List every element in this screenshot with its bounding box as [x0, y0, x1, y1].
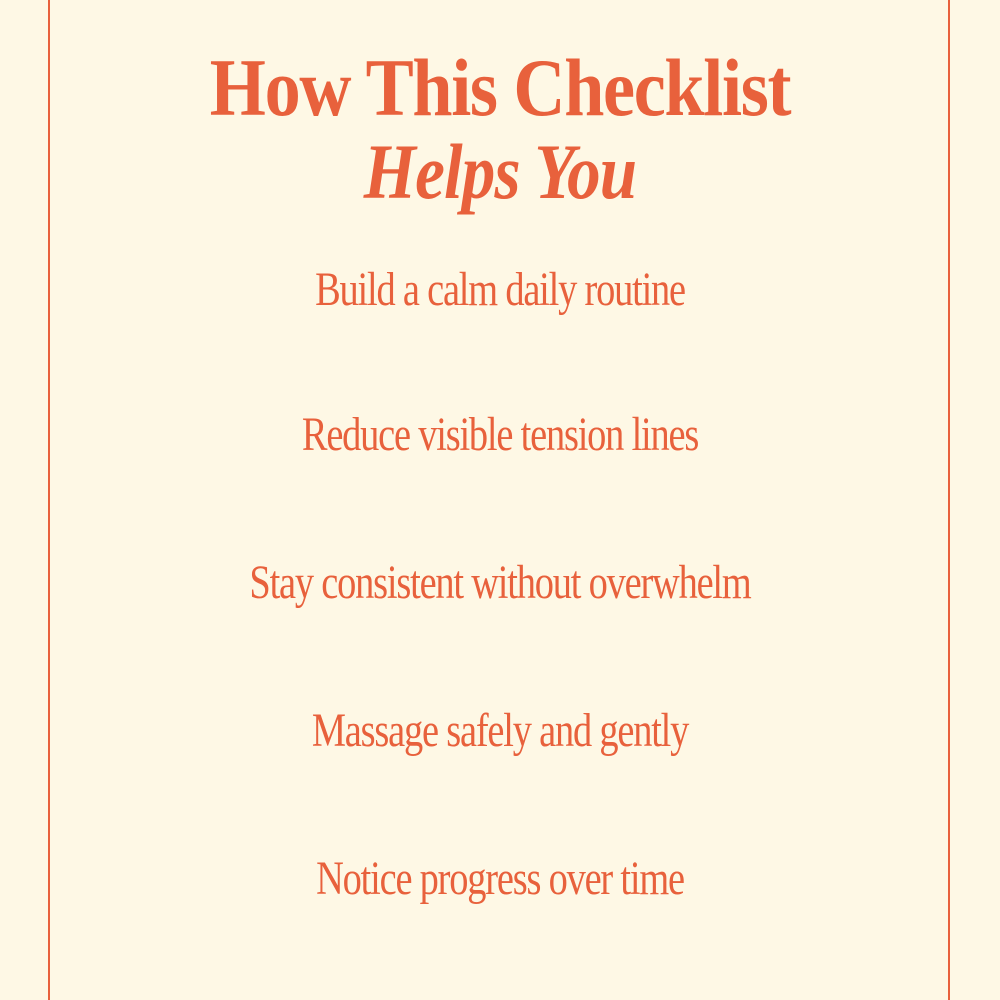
benefit-item: Reduce visible tension lines [301, 408, 699, 461]
left-border-line [48, 0, 50, 1000]
benefit-item: Stay consistent without overwhelm [249, 556, 751, 609]
page-title-italic: Helps You [363, 128, 637, 215]
benefit-item: Notice progress over time [316, 852, 684, 905]
right-border-line [948, 0, 950, 1000]
benefit-item: Massage safely and gently [311, 704, 689, 757]
page-title: How This Checklist [209, 42, 791, 133]
benefit-item: Build a calm daily routine [315, 263, 685, 316]
